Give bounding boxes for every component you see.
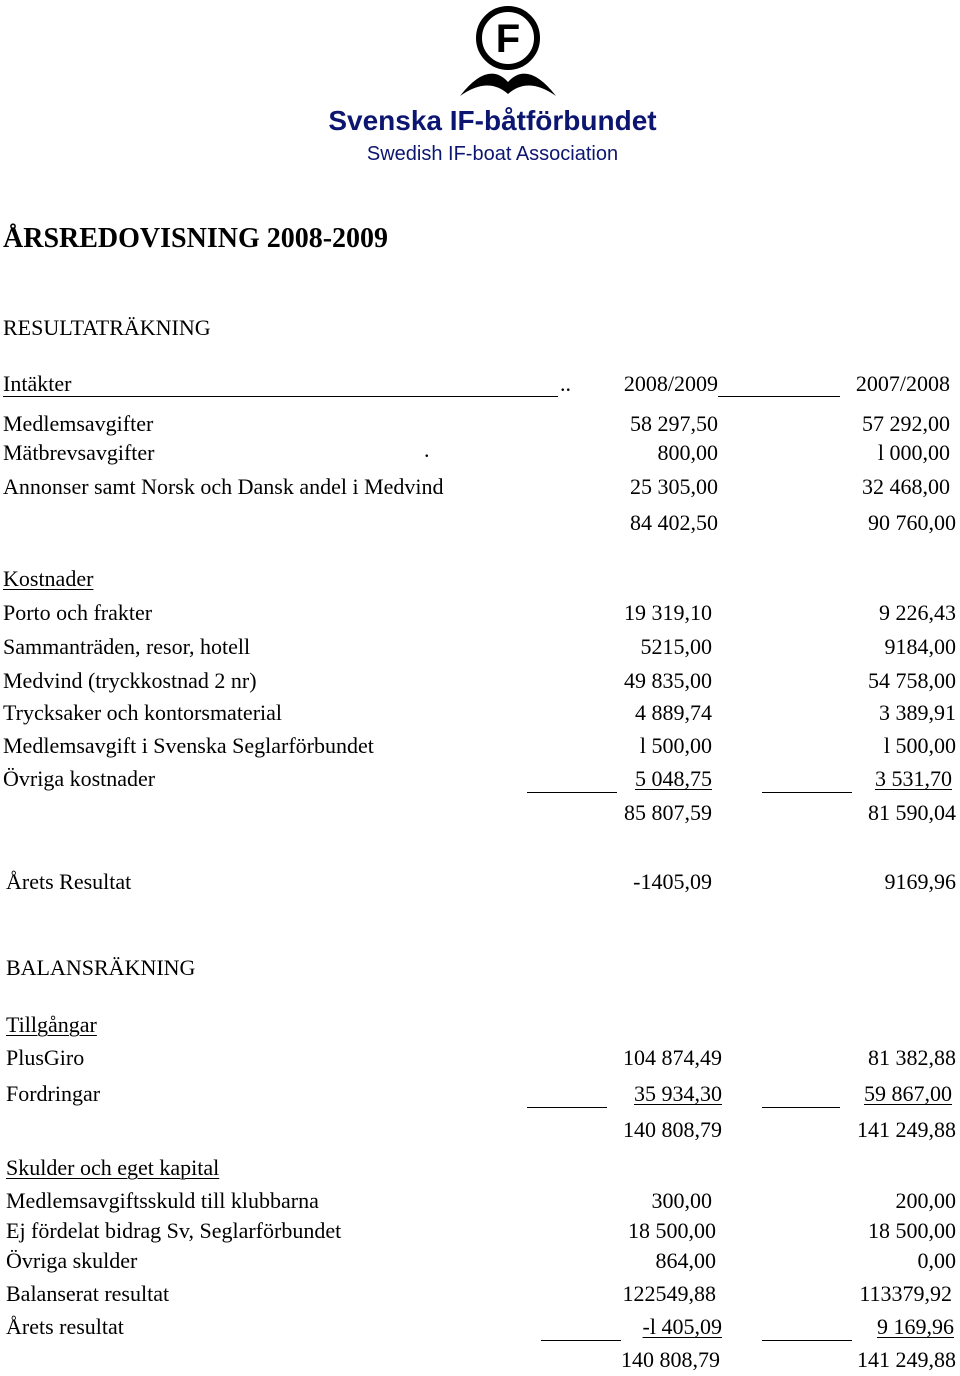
income-row-label: Medlemsavgifter [3, 411, 154, 436]
organization-subtitle: Swedish IF-boat Association [366, 143, 619, 165]
cost-row-v2: 9 226,43 [879, 600, 956, 625]
federation-logo [458, 2, 558, 100]
liability-row-v1: 18 500,00 [628, 1218, 716, 1243]
assets-total-v2: 141 249,88 [857, 1117, 956, 1142]
cost-row-label: Sammanträden, resor, hotell [3, 634, 251, 659]
liability-row-v1: 122549,88 [622, 1281, 716, 1306]
liability-row-label: Årets resultat [6, 1314, 124, 1339]
liability-row-v2: 200,00 [895, 1188, 956, 1213]
asset-row-v2: 81 382,88 [868, 1045, 956, 1070]
asset-row-label: Fordringar [6, 1081, 101, 1106]
cost-row-label: Porto och frakter [3, 600, 153, 625]
income-row-v2: 57 292,00 [862, 411, 950, 436]
assets-total-v1: 140 808,79 [623, 1117, 722, 1142]
income-header-dots: .. [560, 371, 571, 396]
cost-row-v2: 3 389,91 [879, 700, 956, 725]
assets-title: Tillgångar [6, 1012, 97, 1037]
liability-row-label: Ej fördelat bidrag Sv, Seglarförbundet [6, 1218, 342, 1243]
asset-row-v1: 35 934,30 [634, 1081, 722, 1106]
cost-row-v2: 3 531,70 [875, 766, 952, 791]
cost-row-v1: 5 048,75 [635, 766, 712, 791]
cost-row-v1: l 500,00 [639, 733, 712, 758]
income-statement-title: RESULTATRÄKNING [3, 315, 211, 340]
cost-row-label: Trycksaker och kontorsmaterial [3, 700, 283, 725]
cost-row-v2: l 500,00 [883, 733, 956, 758]
liabilities-title: Skulder och eget kapital [6, 1155, 220, 1180]
cost-row-label: Medlemsavgift i Svenska Seglarförbundet [3, 733, 374, 758]
income-row-v1: 58 297,50 [630, 411, 718, 436]
income-total-v1: 84 402,50 [630, 510, 718, 535]
liability-row-label: Övriga skulder [6, 1248, 138, 1273]
liabilities-total-v1: 140 808,79 [621, 1347, 720, 1372]
liability-row-label: Medlemsavgiftsskuld till klubbarna [6, 1188, 319, 1213]
liability-row-v2: 9 169,96 [877, 1314, 954, 1339]
cost-row-v1: 49 835,00 [624, 668, 712, 693]
liability-row-v1: 864,00 [655, 1248, 716, 1273]
cost-row-v1: 5215,00 [640, 634, 712, 659]
asset-row-v1: 104 874,49 [623, 1045, 722, 1070]
asset-row-label: PlusGiro [6, 1045, 85, 1070]
income-total-v2: 90 760,00 [868, 510, 956, 535]
liability-row-v2: 18 500,00 [868, 1218, 956, 1243]
income-row-label: Annonser samt Norsk och Dansk andel i Medvind [3, 474, 444, 499]
logo-letter: F [495, 17, 521, 61]
liability-row-v1: -l 405,09 [642, 1314, 722, 1339]
income-row-v1: 25 305,00 [630, 474, 718, 499]
cost-row-label: Medvind (tryckkostnad 2 nr) [3, 668, 257, 693]
income-header-col2: 2007/2008 [855, 371, 950, 396]
cost-row-label: Övriga kostnader [3, 766, 156, 791]
stray-dot: . [424, 437, 430, 462]
costs-title: Kostnader [3, 566, 94, 591]
costs-total-v2: 81 590,04 [868, 800, 956, 825]
liability-row-v2: 0,00 [917, 1248, 956, 1273]
income-header-rule [3, 396, 558, 397]
result-v1: -1405,09 [633, 869, 712, 894]
cost-row-v1: 19 319,10 [624, 600, 712, 625]
result-v2: 9169,96 [884, 869, 956, 894]
income-header-col1: 2008/2009 [623, 371, 718, 396]
income-row-v1: 800,00 [657, 440, 718, 465]
costs-total-v1: 85 807,59 [624, 800, 712, 825]
income-row-v2: 32 468,00 [862, 474, 950, 499]
liabilities-total-v2: 141 249,88 [857, 1347, 956, 1372]
page-title: ÅRSREDOVISNING 2008-2009 [3, 223, 389, 254]
cost-row-v1: 4 889,74 [635, 700, 712, 725]
result-label: Årets Resultat [6, 869, 132, 894]
cost-row-v2: 9184,00 [884, 634, 956, 659]
asset-row-v2: 59 867,00 [864, 1081, 952, 1106]
organization-name: Svenska IF-båtförbundet [328, 105, 657, 136]
income-row-v2: l 000,00 [877, 440, 950, 465]
liability-row-v1: 300,00 [651, 1188, 712, 1213]
liability-row-label: Balanserat resultat [6, 1281, 170, 1306]
income-header-label: Intäkter [3, 371, 72, 396]
income-row-label: Mätbrevsavgifter [3, 440, 155, 465]
balance-sheet-title: BALANSRÄKNING [6, 955, 196, 980]
liability-row-v2: 113379,92 [859, 1281, 952, 1306]
cost-row-v2: 54 758,00 [868, 668, 956, 693]
